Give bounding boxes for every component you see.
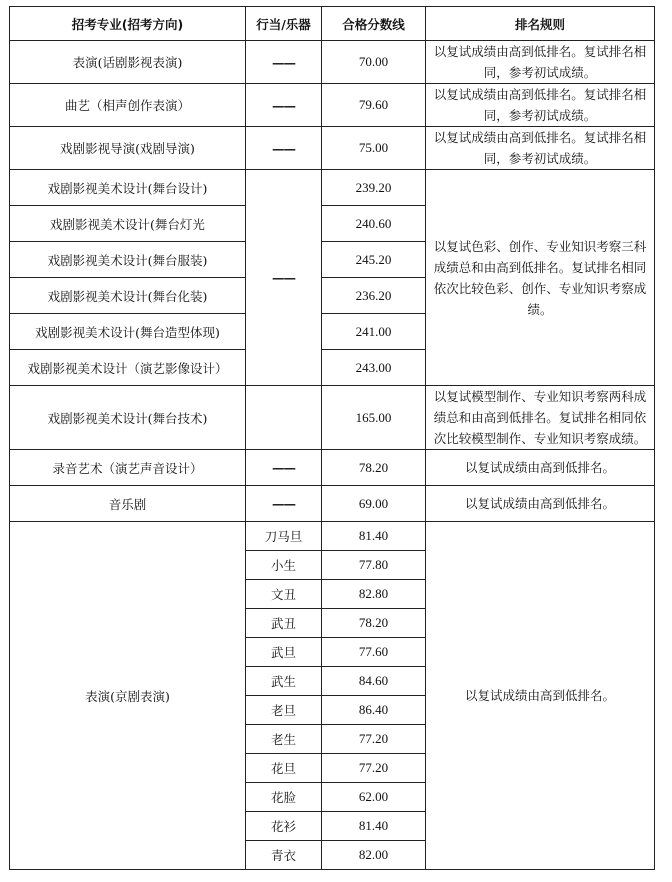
major-cell: 戏剧影视导演(戏剧导演) [10,127,246,170]
table-row [10,41,655,84]
table-row [10,386,655,450]
header-score: 合格分数线 [322,7,426,41]
major-cell: 戏剧影视美术设计(舞台设计) [10,170,246,206]
score-cell: 77.80 [322,551,426,580]
major-cell: 表演(话剧影视表演) [10,41,246,84]
rule-cell: 以复试色彩、创作、专业知识考察三科成绩总和由高到低排名。复试排名相同依次比较色彩、创作、专业知识考察成绩。 [426,170,655,386]
rule-cell: 以复试成绩由高到低排名。复试排名相同，参考初试成绩。 [426,41,655,84]
major-cell: 戏剧影视美术设计(舞台灯光 [10,206,246,242]
score-cell: 75.00 [322,127,426,170]
role-cell: 武旦 [246,638,322,667]
score-cell: 86.40 [322,696,426,725]
score-cell: 78.20 [322,609,426,638]
role-cell: —— [246,170,322,386]
score-cell: 243.00 [322,350,426,386]
rule-cell: 以复试成绩由高到低排名。复试排名相同，参考初试成绩。 [426,127,655,170]
role-cell: —— [246,41,322,84]
role-cell-empty [246,386,322,450]
major-cell: 戏剧影视美术设计(舞台造型体现) [10,314,246,350]
score-table [9,6,655,870]
table-row [10,127,655,170]
rule-cell: 以复试成绩由高到低排名。 [426,450,655,486]
role-cell: 花衫 [246,812,322,841]
major-cell: 戏剧影视美术设计(舞台化装) [10,278,246,314]
table-row [10,486,655,522]
score-cell: 77.60 [322,638,426,667]
score-cell: 81.40 [322,812,426,841]
table-row [10,170,655,206]
score-cell: 62.00 [322,783,426,812]
role-cell: 刀马旦 [246,522,322,551]
score-cell: 82.00 [322,841,426,870]
table-row [10,450,655,486]
score-cell: 78.20 [322,450,426,486]
rule-cell: 以复试成绩由高到低排名。 [426,522,655,870]
rule-cell: 以复试成绩由高到低排名。复试排名相同，参考初试成绩。 [426,84,655,127]
major-cell: 戏剧影视美术设计(舞台技术) [10,386,246,450]
score-cell: 245.20 [322,242,426,278]
rule-cell: 以复试模型制作、专业知识考察两科成绩总和由高到低排名。复试排名相同依次比较模型制作、专业知识考察成绩。 [426,386,655,450]
score-cell: 70.00 [322,41,426,84]
role-cell: 老旦 [246,696,322,725]
role-cell: 老生 [246,725,322,754]
score-cell: 240.60 [322,206,426,242]
role-cell: 花脸 [246,783,322,812]
role-cell: 武丑 [246,609,322,638]
rule-cell: 以复试成绩由高到低排名。 [426,486,655,522]
role-cell: 青衣 [246,841,322,870]
major-cell: 戏剧影视美术设计（演艺影像设计） [10,350,246,386]
score-cell: 84.60 [322,667,426,696]
header-role: 行当/乐器 [246,7,322,41]
score-cell: 77.20 [322,725,426,754]
score-cell: 236.20 [322,278,426,314]
score-cell: 239.20 [322,170,426,206]
major-cell: 戏剧影视美术设计(舞台服装) [10,242,246,278]
score-cell: 69.00 [322,486,426,522]
major-cell: 曲艺（相声创作表演） [10,84,246,127]
role-cell: 武生 [246,667,322,696]
score-cell: 77.20 [322,754,426,783]
role-cell: —— [246,84,322,127]
score-cell: 82.80 [322,580,426,609]
role-cell: 小生 [246,551,322,580]
role-cell: —— [246,127,322,170]
header-rule: 排名规则 [426,7,655,41]
score-cell: 79.60 [322,84,426,127]
role-cell: 文丑 [246,580,322,609]
major-cell: 音乐剧 [10,486,246,522]
table-row [10,522,655,551]
score-cell: 81.40 [322,522,426,551]
role-cell: —— [246,486,322,522]
major-cell: 表演(京剧表演) [10,522,246,870]
table-row [10,84,655,127]
score-cell: 241.00 [322,314,426,350]
role-cell: 花旦 [246,754,322,783]
header-major: 招考专业(招考方向) [10,7,246,41]
major-cell: 录音艺术（演艺声音设计） [10,450,246,486]
header-row [10,7,655,41]
role-cell: —— [246,450,322,486]
score-cell: 165.00 [322,386,426,450]
